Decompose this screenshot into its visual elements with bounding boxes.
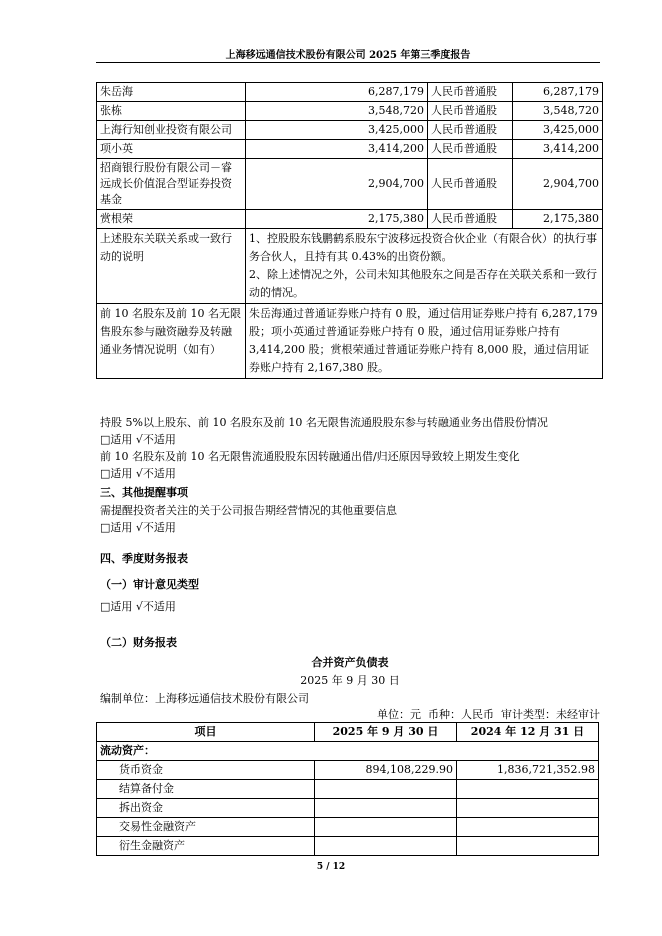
share-count: 6,287,179 (513, 83, 603, 102)
table-row (97, 780, 599, 799)
shareholder-name: 张栋 (97, 102, 246, 121)
page-header: 上海移远通信技术股份有限公司 2025 年第三季度报告 (225, 50, 471, 61)
balance-sheet-table (96, 722, 599, 856)
shareholder-name: 上海行知创业投资有限公司 (97, 121, 246, 140)
shareholder-name: 招商银行股份有限公司－睿远成长价值混合型证券投资基金 (97, 159, 246, 210)
lending-text: 持股 5%以上股东、前 10 名股东及前 10 名无限售流通股股东参与转融通业务出借股份情况 (100, 416, 548, 429)
shareholder-name: 朱岳海 (97, 83, 246, 102)
table-row (97, 837, 599, 856)
header-row (97, 723, 599, 742)
share-type: 人民币普通股 (428, 121, 513, 140)
relationship-note-row (97, 229, 603, 304)
prior-value (457, 837, 599, 856)
prior-value (457, 799, 599, 818)
shareholder-amount: 3,414,200 (246, 140, 428, 159)
shareholder-amount: 2,175,380 (246, 210, 428, 229)
table-row (97, 761, 599, 780)
subsection-heading-audit: （一）审计意见类型 (100, 578, 199, 591)
share-count: 3,425,000 (513, 121, 603, 140)
shareholder-amount: 3,425,000 (246, 121, 428, 140)
compiler: 编制单位：上海移远通信技术股份有限公司 (100, 692, 309, 705)
share-type: 人民币普通股 (428, 210, 513, 229)
item-label: 拆出资金 (97, 799, 315, 818)
share-type: 人民币普通股 (428, 159, 513, 210)
item-label: 货币资金 (97, 761, 315, 780)
column-header: 2025 年 9 月 30 日 (315, 723, 457, 742)
applicability-option: □适用 √不适用 (100, 521, 176, 534)
note-label: 前 10 名股东及前 10 名无限售股东参与融资融券及转融通业务情况说明（如有） (97, 304, 246, 379)
shareholder-amount: 3,548,720 (246, 102, 428, 121)
share-type: 人民币普通股 (428, 83, 513, 102)
prior-value (457, 818, 599, 837)
current-value (315, 799, 457, 818)
shareholder-name: 项小英 (97, 140, 246, 159)
section-heading-other: 三、其他提醒事项 (100, 486, 188, 499)
reminder-text: 需提醒投资者关注的关于公司报告期经营情况的其他重要信息 (100, 504, 397, 517)
section-row (97, 742, 599, 761)
table-row (97, 121, 603, 140)
applicability-option: □适用 √不适用 (100, 433, 176, 446)
section-label: 流动资产： (97, 742, 599, 761)
note-content (246, 229, 603, 304)
table-row (97, 799, 599, 818)
current-value (315, 780, 457, 799)
statement-title: 合并资产负债表 (311, 656, 389, 669)
table-row (97, 83, 603, 102)
shareholder-amount: 6,287,179 (246, 83, 428, 102)
shareholder-table (96, 82, 603, 379)
share-count: 2,175,380 (513, 210, 603, 229)
reminder-paragraph (100, 502, 600, 536)
margin-note-row (97, 304, 603, 379)
item-label: 结算备付金 (97, 780, 315, 799)
table-row (97, 818, 599, 837)
lending-paragraph (100, 414, 600, 482)
column-header: 2024 年 12 月 31 日 (457, 723, 599, 742)
change-text: 前 10 名股东及前 10 名无限售流通股股东因转融通出借/归还原因导致较上期发生变化 (100, 450, 520, 463)
shareholder-name: 赏根荣 (97, 210, 246, 229)
section-heading-financials: 四、季度财务报表 (100, 552, 188, 565)
table-row (97, 159, 603, 210)
table-row (97, 140, 603, 159)
current-value (315, 837, 457, 856)
current-value: 894,108,229.90 (315, 761, 457, 780)
unit-line: 单位：元 币种：人民币 审计类型：未经审计 (377, 708, 600, 721)
note-content: 朱岳海通过普通证券账户持有 0 股，通过信用证券账户持有 6,287,179 股；项小英通过普通证券账户持有 0 股，通过信用证券账户持有 3,414,200 股；赏根荣通过普通证券账户持有 8,000 股，通过信用证券账户持有 2,167,380 股。 (246, 304, 603, 379)
prior-value: 1,836,721,352.98 (457, 761, 599, 780)
page-number: 5 / 12 (316, 862, 346, 872)
share-type: 人民币普通股 (428, 140, 513, 159)
share-type: 人民币普通股 (428, 102, 513, 121)
table-row (97, 102, 603, 121)
share-count: 3,548,720 (513, 102, 603, 121)
header-divider (96, 62, 600, 63)
table-row (97, 210, 603, 229)
item-label: 衍生金融资产 (97, 837, 315, 856)
note-text: 1、控股股东钱鹏鹤系股东宁波移远投资合伙企业（有限合伙）的执行事务合伙人，且持有其 0.43%的出资份额。 (249, 232, 597, 263)
prior-value (457, 780, 599, 799)
subsection-heading-statements: （二）财务报表 (100, 636, 177, 649)
note-text: 2、除上述情况之外，公司未知其他股东之间是否存在关联关系和一致行动的情况。 (249, 268, 597, 299)
applicability-option: □适用 √不适用 (100, 600, 176, 613)
current-value (315, 818, 457, 837)
applicability-option: □适用 √不适用 (100, 467, 176, 480)
column-header: 项目 (97, 723, 315, 742)
shareholder-amount: 2,904,700 (246, 159, 428, 210)
statement-date: 2025 年 9 月 30 日 (300, 674, 400, 687)
share-count: 2,904,700 (513, 159, 603, 210)
item-label: 交易性金融资产 (97, 818, 315, 837)
share-count: 3,414,200 (513, 140, 603, 159)
note-label: 上述股东关联关系或一致行动的说明 (97, 229, 246, 304)
